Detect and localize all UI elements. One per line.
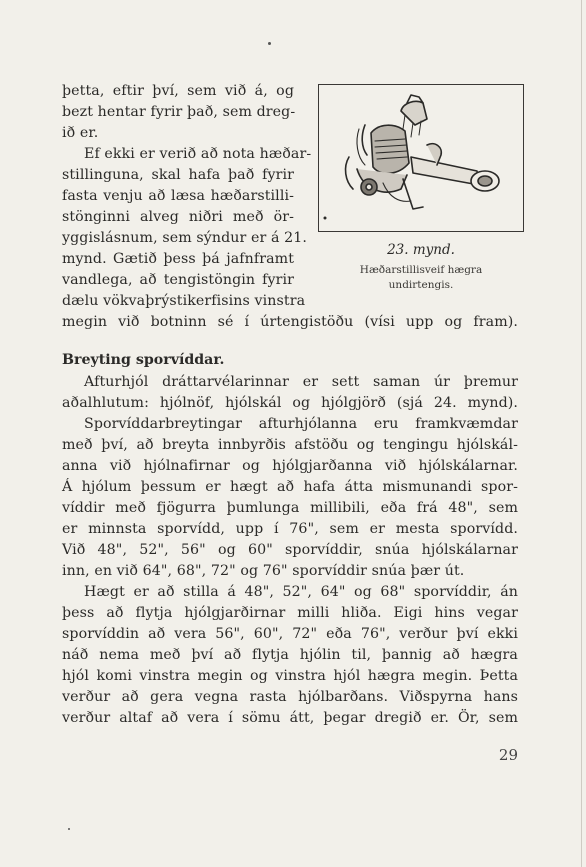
text-line: stillinguna, skal hafa það fyrir — [62, 167, 294, 183]
page-number: 29 — [498, 746, 518, 764]
text-line: þess að flytja hjólgjarðirnar milli hliða. Eigi hins vegar — [62, 605, 518, 621]
text-line: mynd. Gætið þess þá jafnframt — [62, 251, 294, 267]
text-line: aðalhlutum: hjólnöf, hjólskál og hjólgjörð (sjá 24. mynd). — [62, 395, 518, 411]
text-line: yggislásnum, sem sýndur er á 21. — [62, 230, 308, 246]
caption-line: undirtengis. — [388, 279, 454, 291]
text-line: bezt hentar fyrir það, sem dreg- — [62, 104, 296, 120]
text-line: er minnsta sporvídd, upp í 76", sem er mesta sporvídd. — [62, 521, 518, 537]
text-line: með því, að breyta innbyrðis afstöðu og tengingu hjólskál- — [62, 437, 518, 453]
text-line: vandlega, að tengistöngin fyrir — [62, 272, 294, 288]
paper-speck — [68, 828, 70, 830]
text-line: stönginni alveg niðri með ör- — [62, 209, 294, 225]
text-line: Sporvíddarbreytingar afturhjólanna eru framkvæmdar — [84, 416, 518, 432]
figure-caption — [318, 263, 524, 293]
text-line: anna við hjólnafirnar og hjólgjarðanna við hjólskálarnar. — [62, 458, 518, 474]
text-line: Afturhjól dráttarvélarinnar er sett saman úr þremur — [84, 374, 518, 390]
figure-number: 23. mynd. — [387, 242, 455, 258]
text-line: fasta venju að læsa hæðarstilli- — [62, 188, 294, 204]
paper-speck — [268, 42, 271, 45]
section-heading: Breyting sporvíddar. — [62, 352, 225, 368]
text-line: ið er. — [62, 125, 99, 141]
text-line: Á hjólum þessum er hægt að hafa átta mismunandi spor- — [62, 479, 518, 495]
text-line: víddir með fjögurra þumlunga millibili, eða frá 48", sem — [62, 500, 518, 516]
leveling-crank-illustration — [319, 85, 523, 231]
text-line: inn, en við 64", 68", 72" og 76" sporvíddir snúa þær út. — [62, 563, 465, 579]
text-line: Hægt er að stilla á 48", 52", 64" og 68" sporvíddir, án — [84, 584, 518, 600]
text-line: dælu vökvaþrýstikerfisins vinstra — [62, 293, 306, 309]
text-line: verður að gera vegna rasta hjólbarðans. Viðspyrna hans — [62, 689, 518, 705]
text-line: sporvíddin að vera 56", 60", 72" eða 76", verður því ekki — [62, 626, 518, 642]
text-line: verður altaf að vera í sömu átt, þegar dregið er. Ör, sem — [62, 710, 518, 726]
text-line: þetta, eftir því, sem við á, og — [62, 83, 294, 99]
page-edge — [581, 0, 582, 867]
text-line: megin við botninn sé í úrtengistöðu (vísi upp og fram). — [62, 314, 518, 330]
text-line: náð nema með því að flytja hjólin til, þannig að hægra — [62, 647, 518, 663]
text-line: hjól komi vinstra megin og vinstra hjól hægra megin. Þetta — [62, 668, 518, 684]
text-line: Ef ekki er verið að nota hæðar- — [84, 146, 312, 162]
text-line: Við 48", 52", 56" og 60" sporvíddir, snúa hjólskálarnar — [62, 542, 518, 558]
caption-line: Hæðarstillisveif hægra — [359, 264, 483, 276]
figure-23 — [318, 84, 524, 232]
